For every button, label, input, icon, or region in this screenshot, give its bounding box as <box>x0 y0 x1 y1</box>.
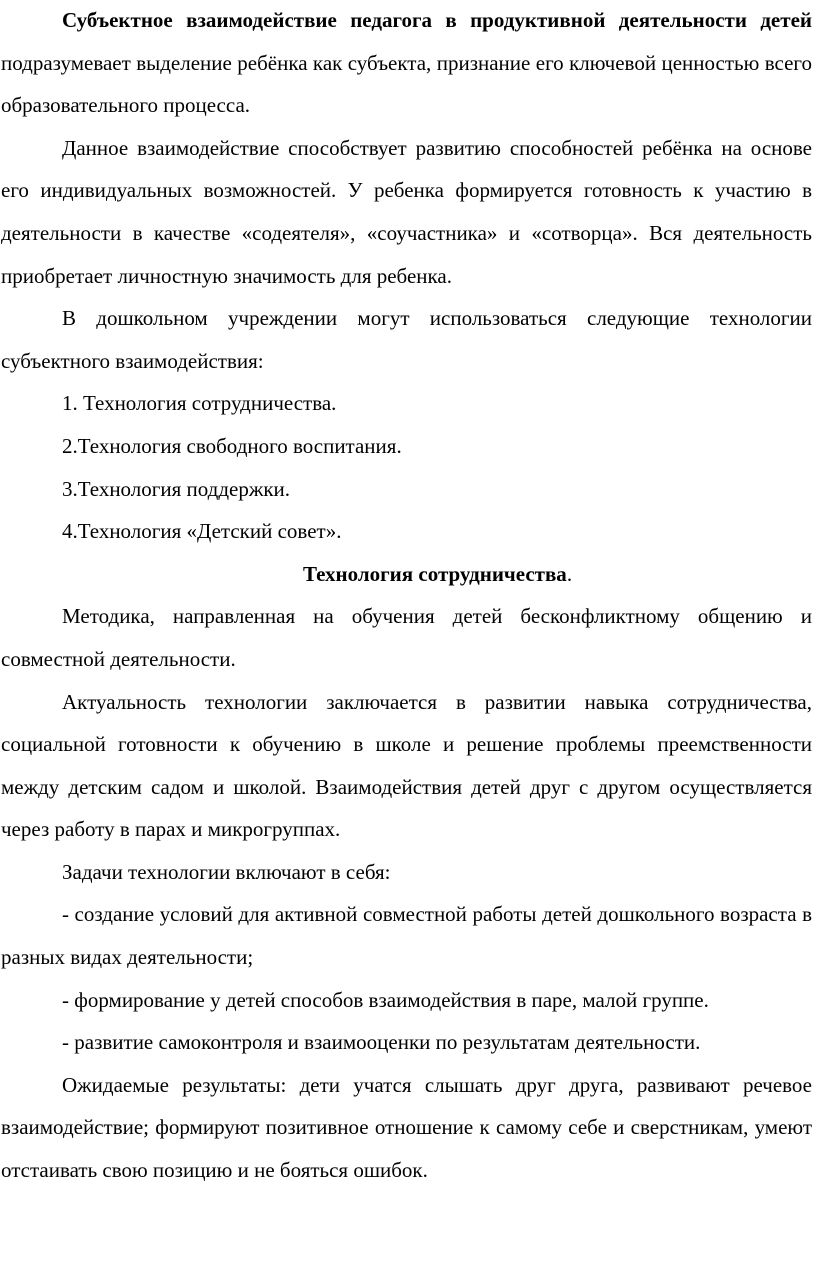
paragraph-relevance: Актуальность технологии заключается в развитии навыка сотрудничества, социальной готовности к обучению в школе и решение проблемы преемственности между детским садом и школой. Взаимодействия детей друг с другом осуществляется через работу в парах и микрогруппах. <box>1 689 812 842</box>
list-item-technology-3: 3.Технология поддержки. <box>62 476 291 501</box>
intro-bold-lead: Субъектное взаимодействие педагога в продуктивной деятельности детей <box>62 8 812 32</box>
paragraph-tasks-intro: Задачи технологии включают в себя: <box>62 859 391 884</box>
list-item-technology-2: 2.Технология свободного воспитания. <box>62 433 402 458</box>
task-item-2: - формирование у детей способов взаимодействия в паре, малой группе. <box>62 987 709 1012</box>
paragraph-interaction: Данное взаимодействие способствует развитию способностей ребёнка на основе его индивидуальных возможностей. У ребенка формируется готовность к участию в деятельности в качестве «содеятеля», «соучастника» и «сотворца». Вся деятельность приобретает личностную значимость для ребенка. <box>1 135 812 288</box>
section-heading <box>1 553 812 596</box>
list-item-technology-4: 4.Технология «Детский совет». <box>62 519 342 544</box>
paragraph-results: Ожидаемые результаты: дети учатся слышать друг друга, развивают речевое взаимодействие; формируют позитивное отношение к самому себе и сверстникам, умеют отстаивать свою позицию и не бояться ошибок. <box>1 1072 812 1183</box>
intro-rest: подразумевает выделение ребёнка как субъекта, признание его ключевой ценностью всего образовательного процесса. <box>1 50 812 118</box>
list-item-technology-1: 1. Технология сотрудничества. <box>62 391 337 416</box>
task-item-1: - создание условий для активной совместной работы детей дошкольного возраста в разных видах деятельности; <box>1 902 812 970</box>
intro-paragraph <box>1 0 812 127</box>
section-heading-period: . <box>566 561 573 586</box>
paragraph-technologies-intro: В дошкольном учреждении могут использоваться следующие технологии субъектного взаимодействия: <box>1 306 812 373</box>
paragraph-method: Методика, направленная на обучения детей бесконфликтному общению и совместной деятельности. <box>1 604 812 671</box>
task-item-3: - развитие самоконтроля и взаимооценки по результатам деятельности. <box>62 1030 701 1055</box>
section-heading-title: Технология сотрудничества <box>302 561 567 586</box>
